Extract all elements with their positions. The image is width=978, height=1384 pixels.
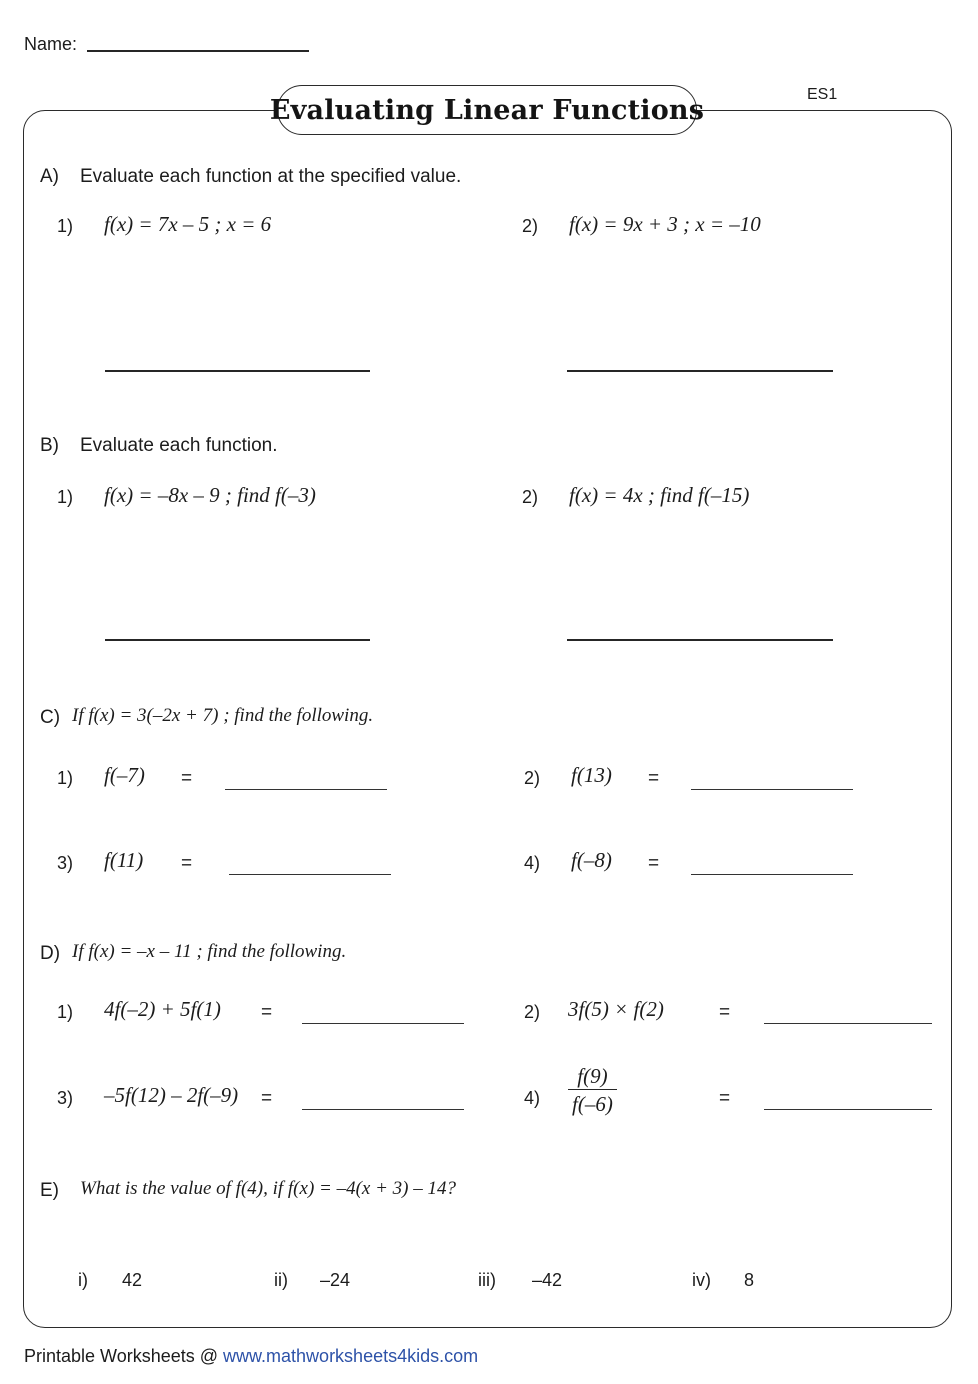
section-e-choice-iii-label[interactable]: iii) [478, 1270, 496, 1290]
section-a-item-2-number: 2) [522, 216, 539, 236]
section-a-letter: A) [40, 166, 59, 187]
section-b-item-1-number: 1) [57, 487, 74, 507]
footer [24, 1346, 478, 1366]
section-c-item-1-answer-line[interactable] [225, 789, 387, 790]
section-d-item-2-number: 2) [524, 1002, 541, 1022]
section-d-letter: D) [40, 943, 61, 964]
section-c-item-4-answer-line[interactable] [691, 874, 853, 875]
worksheet-code: ES1 [807, 86, 838, 103]
section-c-item-4-number: 4) [524, 853, 541, 873]
section-d-item-3-expression: –5f(12) – 2f(–9) [104, 1083, 239, 1107]
section-d-item-2-expression: 3f(5) × f(2) [568, 997, 664, 1021]
section-b-instruction: Evaluate each function. [80, 435, 278, 456]
section-d-item-4-numerator: f(9) [577, 1064, 608, 1088]
section-a-item-2-expression: f(x) = 9x + 3 ; x = –10 [569, 212, 761, 236]
section-b-item-1-answer-line[interactable] [105, 639, 370, 641]
section-c-item-1-expression: f(–7) [104, 763, 145, 787]
section-c-item-2-expression: f(13) [571, 763, 612, 787]
section-e-choice-i-value[interactable]: 42 [122, 1270, 143, 1290]
section-b-item-2-number: 2) [522, 487, 539, 507]
section-e-instruction: What is the value of f(4), if f(x) = –4(x + 3) – 14? [80, 1178, 457, 1199]
section-d-item-2-equals: = [719, 1002, 731, 1023]
section-c-item-3-equals: = [181, 853, 193, 874]
section-c-item-2-equals: = [648, 768, 660, 789]
section-b-item-2-expression: f(x) = 4x ; find f(–15) [569, 483, 750, 507]
name-blank-line[interactable] [87, 50, 309, 52]
section-d-item-3-number: 3) [57, 1088, 74, 1108]
section-b-letter: B) [40, 435, 59, 456]
page-title: Evaluating Linear Functions [269, 94, 705, 126]
fraction-bar [568, 1089, 617, 1090]
section-a-instruction: Evaluate each function at the specified value. [80, 166, 462, 187]
section-e-choice-ii-value[interactable]: –24 [320, 1270, 351, 1290]
section-d-item-4-equals: = [719, 1088, 731, 1109]
section-d-item-2-answer-line[interactable] [764, 1023, 932, 1024]
section-d-item-4-number: 4) [524, 1088, 541, 1108]
section-c-item-3-expression: f(11) [104, 848, 144, 872]
section-d-instruction: If f(x) = –x – 11 ; find the following. [72, 941, 347, 962]
section-d-item-1-equals: = [261, 1002, 273, 1023]
section-e-letter: E) [40, 1180, 59, 1201]
section-d-item-4-fraction [568, 1064, 617, 1116]
section-a-item-1-number: 1) [57, 216, 74, 236]
section-c-instruction: If f(x) = 3(–2x + 7) ; find the following. [72, 705, 374, 726]
footer-url[interactable]: www.mathworksheets4kids.com [223, 1346, 479, 1366]
section-b-item-2-answer-line[interactable] [567, 639, 833, 641]
section-c-item-2-answer-line[interactable] [691, 789, 853, 790]
section-c-item-2-number: 2) [524, 768, 541, 788]
section-c-item-4-equals: = [648, 853, 660, 874]
section-e-choice-iii-value[interactable]: –42 [532, 1270, 563, 1290]
section-c-item-1-equals: = [181, 768, 193, 789]
section-a-item-2-answer-line[interactable] [567, 370, 833, 372]
section-d-item-1-answer-line[interactable] [302, 1023, 464, 1024]
section-e-choice-iv-value[interactable]: 8 [744, 1270, 755, 1290]
section-c-item-3-answer-line[interactable] [229, 874, 391, 875]
name-row [24, 34, 309, 54]
name-label: Name: [24, 34, 78, 54]
section-c-item-1-number: 1) [57, 768, 74, 788]
section-e-choice-i-label[interactable]: i) [78, 1270, 88, 1290]
section-d-item-4-denominator: f(–6) [572, 1092, 613, 1116]
section-d-item-3-equals: = [261, 1088, 273, 1109]
section-c-item-4-expression: f(–8) [571, 848, 612, 872]
section-d-item-4-answer-line[interactable] [764, 1109, 932, 1110]
section-c-item-3-number: 3) [57, 853, 74, 873]
section-d-item-1-number: 1) [57, 1002, 74, 1022]
section-d-item-3-answer-line[interactable] [302, 1109, 464, 1110]
footer-text: Printable Worksheets @ [24, 1346, 224, 1366]
section-b-item-1-expression: f(x) = –8x – 9 ; find f(–3) [104, 483, 316, 507]
section-e-choice-iv-label[interactable]: iv) [692, 1270, 711, 1290]
section-d-item-1-expression: 4f(–2) + 5f(1) [104, 997, 221, 1021]
section-e-choice-ii-label[interactable]: ii) [274, 1270, 288, 1290]
section-c-letter: C) [40, 707, 61, 728]
title-pill [269, 85, 705, 135]
section-a-item-1-answer-line[interactable] [105, 370, 370, 372]
section-a-item-1-expression: f(x) = 7x – 5 ; x = 6 [104, 212, 272, 236]
